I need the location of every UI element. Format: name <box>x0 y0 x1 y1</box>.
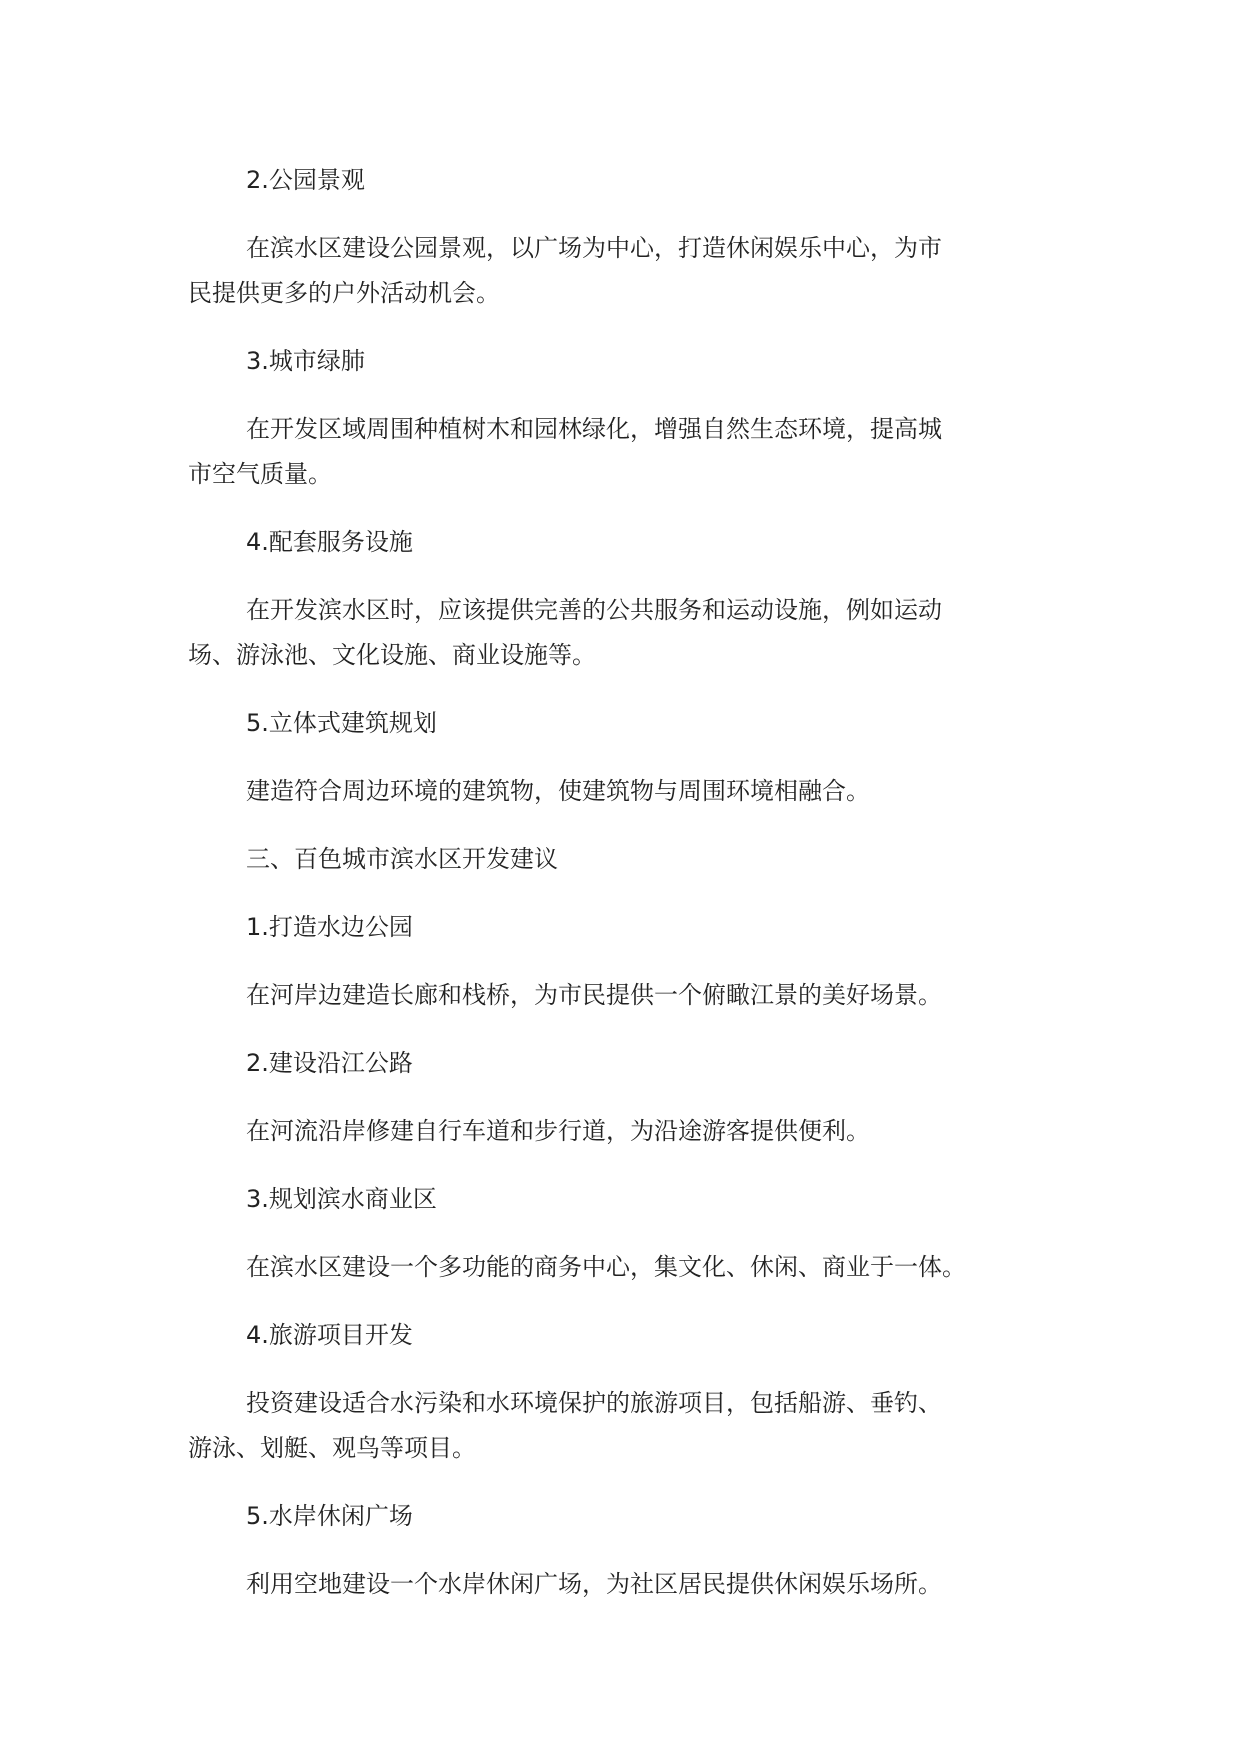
section-heading: 3.城市绿肺 <box>246 347 365 375</box>
section-heading: 5.立体式建筑规划 <box>246 709 437 737</box>
paragraph-line: 市空气质量。 <box>188 460 332 488</box>
paragraph-line: 在滨水区建设公园景观，以广场为中心，打造休闲娱乐中心，为市 <box>246 234 942 262</box>
paragraph-line: 在开发区域周围种植树木和园林绿化，增强自然生态环境，提高城 <box>246 415 942 443</box>
section-heading: 2.建设沿江公路 <box>246 1049 413 1077</box>
paragraph-line: 建造符合周边环境的建筑物，使建筑物与周围环境相融合。 <box>246 777 870 805</box>
document-body <box>188 158 1048 1630</box>
paragraph <box>188 588 1048 678</box>
paragraph-line: 利用空地建设一个水岸休闲广场，为社区居民提供休闲娱乐场所。 <box>246 1570 942 1598</box>
section-heading: 1.打造水边公园 <box>246 913 413 941</box>
section-heading: 5.水岸休闲广场 <box>246 1502 413 1530</box>
paragraph <box>188 1245 1048 1290</box>
paragraph-line: 在河岸边建造长廊和栈桥，为市民提供一个俯瞰江景的美好场景。 <box>246 981 942 1009</box>
paragraph-line: 投资建设适合水污染和水环境保护的旅游项目，包括船游、垂钓、 <box>246 1389 942 1417</box>
paragraph-line: 在河流沿岸修建自行车道和步行道，为沿途游客提供便利。 <box>246 1117 870 1145</box>
paragraph-line: 民提供更多的户外活动机会。 <box>188 279 500 307</box>
paragraph <box>188 407 1048 497</box>
paragraph <box>188 769 1048 814</box>
paragraph <box>188 973 1048 1018</box>
paragraph <box>188 1381 1048 1471</box>
paragraph <box>188 1109 1048 1154</box>
paragraph-line: 场、游泳池、文化设施、商业设施等。 <box>188 641 596 669</box>
section-heading: 4.旅游项目开发 <box>246 1321 413 1349</box>
paragraph-line: 在滨水区建设一个多功能的商务中心，集文化、休闲、商业于一体。 <box>246 1253 966 1281</box>
section-heading: 4.配套服务设施 <box>246 528 413 556</box>
section-heading: 2.公园景观 <box>246 166 365 194</box>
paragraph <box>188 226 1048 316</box>
section-heading: 3.规划滨水商业区 <box>246 1185 437 1213</box>
paragraph-line: 在开发滨水区时，应该提供完善的公共服务和运动设施，例如运动 <box>246 596 942 624</box>
paragraph <box>188 1562 1048 1607</box>
paragraph-line: 游泳、划艇、观鸟等项目。 <box>188 1434 476 1462</box>
chapter-heading: 三、百色城市滨水区开发建议 <box>246 845 558 873</box>
